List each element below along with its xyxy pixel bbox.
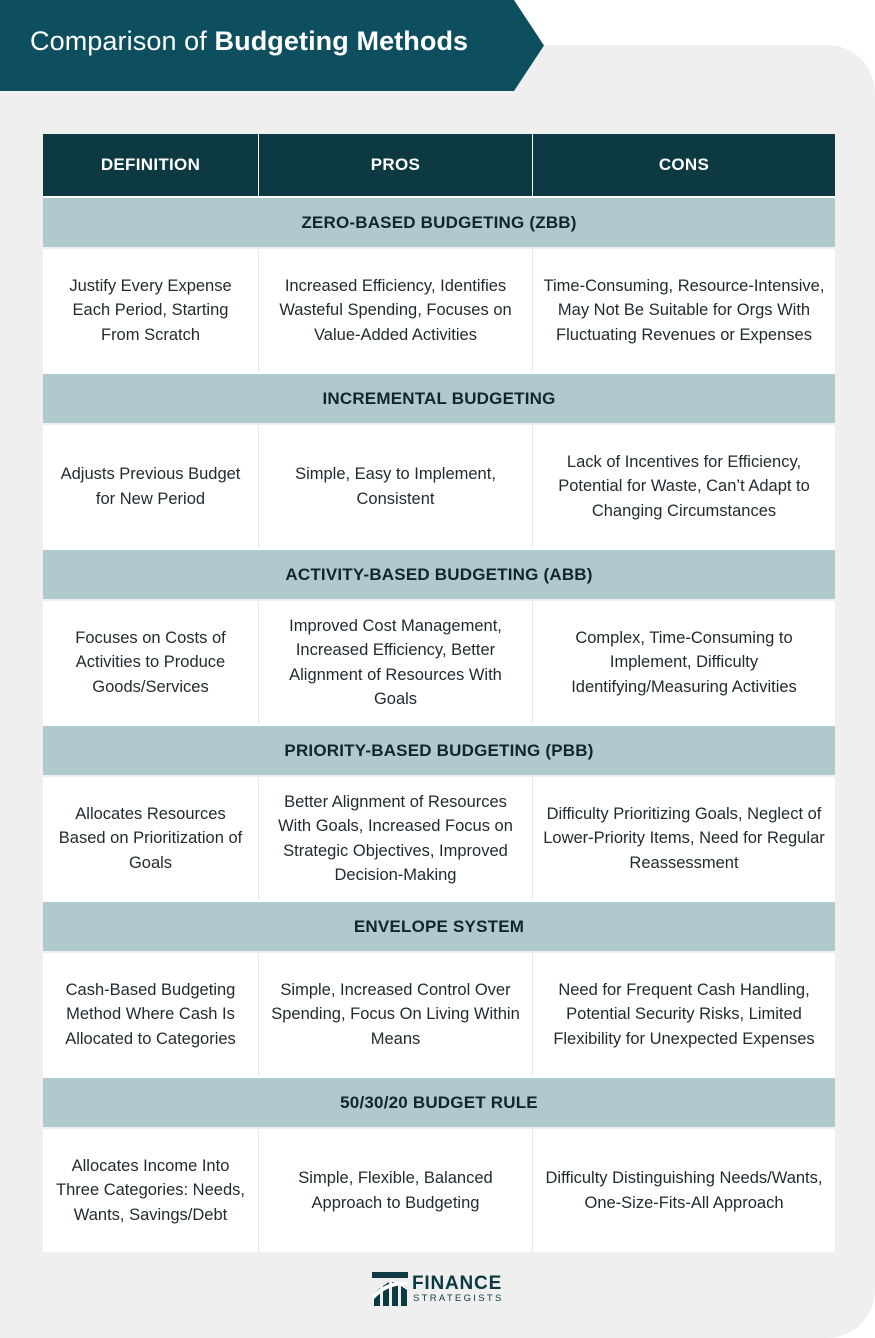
cons-cell: Complex, Time-Consuming to Implement, Difficulty Identifying/Measuring Activities <box>532 601 835 724</box>
section-title-envelope: ENVELOPE SYSTEM <box>43 900 835 951</box>
cons-cell: Difficulty Prioritizing Goals, Neglect of Lower-Priority Items, Need for Regular Reassessment <box>532 777 835 900</box>
pros-cell: Improved Cost Management, Increased Efficiency, Better Alignment of Resources With Goals <box>258 601 532 724</box>
pros-cell: Simple, Increased Control Over Spending, Focus On Living Within Means <box>258 953 532 1076</box>
page-title <box>30 26 468 57</box>
table-row <box>43 423 835 548</box>
cons-cell: Difficulty Distinguishing Needs/Wants, One-Size-Fits-All Approach <box>532 1129 835 1252</box>
section-title-503020: 50/30/20 BUDGET RULE <box>43 1076 835 1127</box>
definition-cell: Allocates Income Into Three Categories: Needs, Wants, Savings/Debt <box>56 1156 245 1224</box>
cons-cell: Lack of Incentives for Efficiency, Potential for Waste, Can’t Adapt to Changing Circumstances <box>532 425 835 548</box>
header-definition: DEFINITION <box>100 155 201 174</box>
table-row <box>43 247 835 372</box>
section-title-abb: ACTIVITY-BASED BUDGETING (ABB) <box>43 548 835 599</box>
comparison-table <box>43 134 835 1252</box>
pros-cell: Better Alignment of Resources With Goals, Increased Focus on Strategic Objectives, Improved Decision-Making <box>258 777 532 900</box>
title-bold: Budgeting Methods <box>214 26 469 56</box>
table-header-row <box>43 134 835 196</box>
header-pros: PROS <box>258 134 532 196</box>
definition-cell: Justify Every Expense Each Period, Starting From Scratch <box>69 276 232 344</box>
logo-word: FINANCE <box>412 1273 503 1294</box>
pros-cell: Increased Efficiency, Identifies Wasteful Spending, Focuses on Value-Added Activities <box>258 249 532 372</box>
definition-cell: Allocates Resources Based on Prioritization of Goals <box>58 804 243 872</box>
definition-cell: Cash-Based Budgeting Method Where Cash Is Allocated to Categories <box>65 980 236 1048</box>
logo-subword: STRATEGISTS <box>413 1293 504 1304</box>
table-row <box>43 775 835 900</box>
pros-cell: Simple, Easy to Implement, Consistent <box>258 425 532 548</box>
table-row <box>43 951 835 1076</box>
section-title-pbb: PRIORITY-BASED BUDGETING (PBB) <box>43 724 835 775</box>
table-row <box>43 599 835 724</box>
header-cons: CONS <box>532 134 835 196</box>
definition-cell: Focuses on Costs of Activities to Produce Goods/Services <box>75 628 226 696</box>
cons-cell: Need for Frequent Cash Handling, Potential Security Risks, Limited Flexibility for Unexpected Expenses <box>532 953 835 1076</box>
title-prefix: Comparison of <box>30 26 207 56</box>
section-title-incremental: INCREMENTAL BUDGETING <box>43 372 835 423</box>
definition-cell: Adjusts Previous Budget for New Period <box>60 465 241 508</box>
title-banner <box>0 0 544 91</box>
pros-cell: Simple, Flexible, Balanced Approach to Budgeting <box>258 1129 532 1252</box>
finance-strategists-logo <box>372 1270 512 1310</box>
cons-cell: Time-Consuming, Resource-Intensive, May Not Be Suitable for Orgs With Fluctuating Revenues or Expenses <box>532 249 835 372</box>
logo-mark-icon <box>372 1272 408 1308</box>
table-row <box>43 1127 835 1252</box>
section-title-zbb: ZERO-BASED BUDGETING (ZBB) <box>43 196 835 247</box>
